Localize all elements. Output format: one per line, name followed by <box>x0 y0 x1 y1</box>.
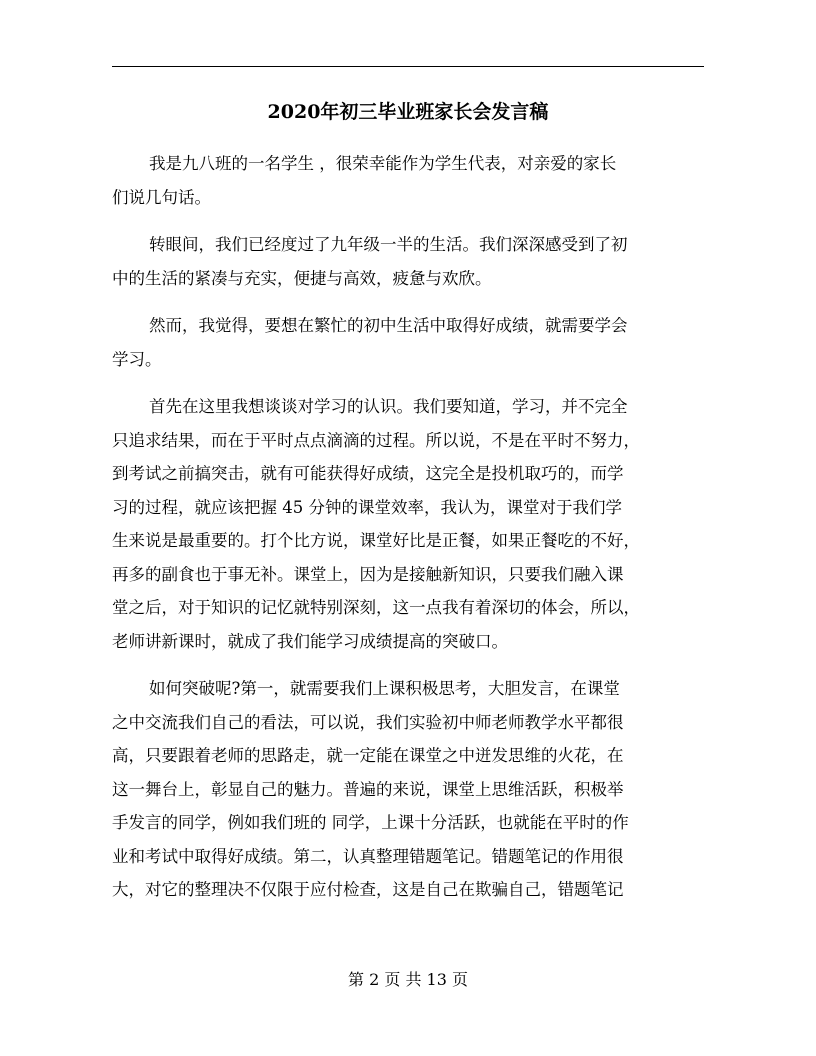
paragraph-3 <box>112 309 704 376</box>
paragraph-line: 们说几句话。 <box>112 187 211 207</box>
paragraph-line: 到考试之前搞突击，就有可能获得好成绩，这完全是投机取巧的，而学 <box>112 464 624 483</box>
header-rule <box>112 66 704 67</box>
paragraph-line: 中的生活的紧凑与充实，便捷与高效，疲惫与欢欣。 <box>112 268 492 288</box>
document-body <box>112 147 704 921</box>
paragraph-line: 然而，我觉得，要想在繁忙的初中生活中取得好成绩，就需要学会 <box>149 316 628 335</box>
page-number-footer: 第 2 页 共 13 页 <box>348 970 468 989</box>
paragraph-line: 大，对它的整理决不仅限于应付检查，这是自己在欺骗自己，错题笔记 <box>112 880 624 899</box>
paragraph-1 <box>112 147 704 214</box>
paragraph-line: 之中交流我们自己的看法，可以说，我们实验初中师老师教学水平都很 <box>112 712 624 732</box>
paragraph-line: 高，只要跟着老师的思路走，就一定能在课堂之中迸发思维的火花，在 <box>112 746 624 765</box>
paragraph-line: 如何突破呢?第一，就需要我们上课积极思考，大胆发言，在课堂 <box>149 679 620 698</box>
paragraph-line: 学习。 <box>112 349 162 369</box>
document-title: 2020年初三毕业班家长会发言稿 <box>267 101 549 123</box>
paragraph-4 <box>112 390 704 658</box>
paragraph-2 <box>112 228 704 295</box>
paragraph-5 <box>112 672 704 907</box>
paragraph-line: 手发言的同学，例如我们班的 同学，上课十分活跃，也就能在平时的作 <box>112 813 629 832</box>
paragraph-line: 习的过程，就应该把握 45 分钟的课堂效率，我认为，课堂对于我们学 <box>112 497 622 517</box>
paragraph-line: 老师讲新课时，就成了我们能学习成绩提高的突破口。 <box>112 631 508 651</box>
paragraph-line: 业和考试中取得好成绩。第二，认真整理错题笔记。错题笔记的作用很 <box>112 846 624 866</box>
paragraph-line: 再多的副食也于事无补。课堂上，因为是接触新知识，只要我们融入课 <box>112 564 624 584</box>
paragraph-line: 这一舞台上，彰显自己的魅力。普遍的来说，课堂上思维活跃，积极举 <box>112 779 624 799</box>
paragraph-line: 我是九八班的一名学生 ，很荣幸能作为学生代表，对亲爱的家长 <box>149 154 617 173</box>
paragraph-line: 转眼间，我们已经度过了九年级一半的生活。我们深深感受到了初 <box>149 235 628 254</box>
paragraph-line: 堂之后，对于知识的记忆就特别深刻，这一点我有着深切的体会，所以， <box>112 598 640 617</box>
paragraph-line: 生来说是最重要的。打个比方说，课堂好比是正餐，如果正餐吃的不好， <box>112 531 640 550</box>
paragraph-line: 只追求结果，而在于平时点点滴滴的过程。所以说，不是在平时不努力， <box>112 430 640 450</box>
paragraph-line: 首先在这里我想谈谈对学习的认识。我们要知道，学习，并不完全 <box>149 397 628 416</box>
